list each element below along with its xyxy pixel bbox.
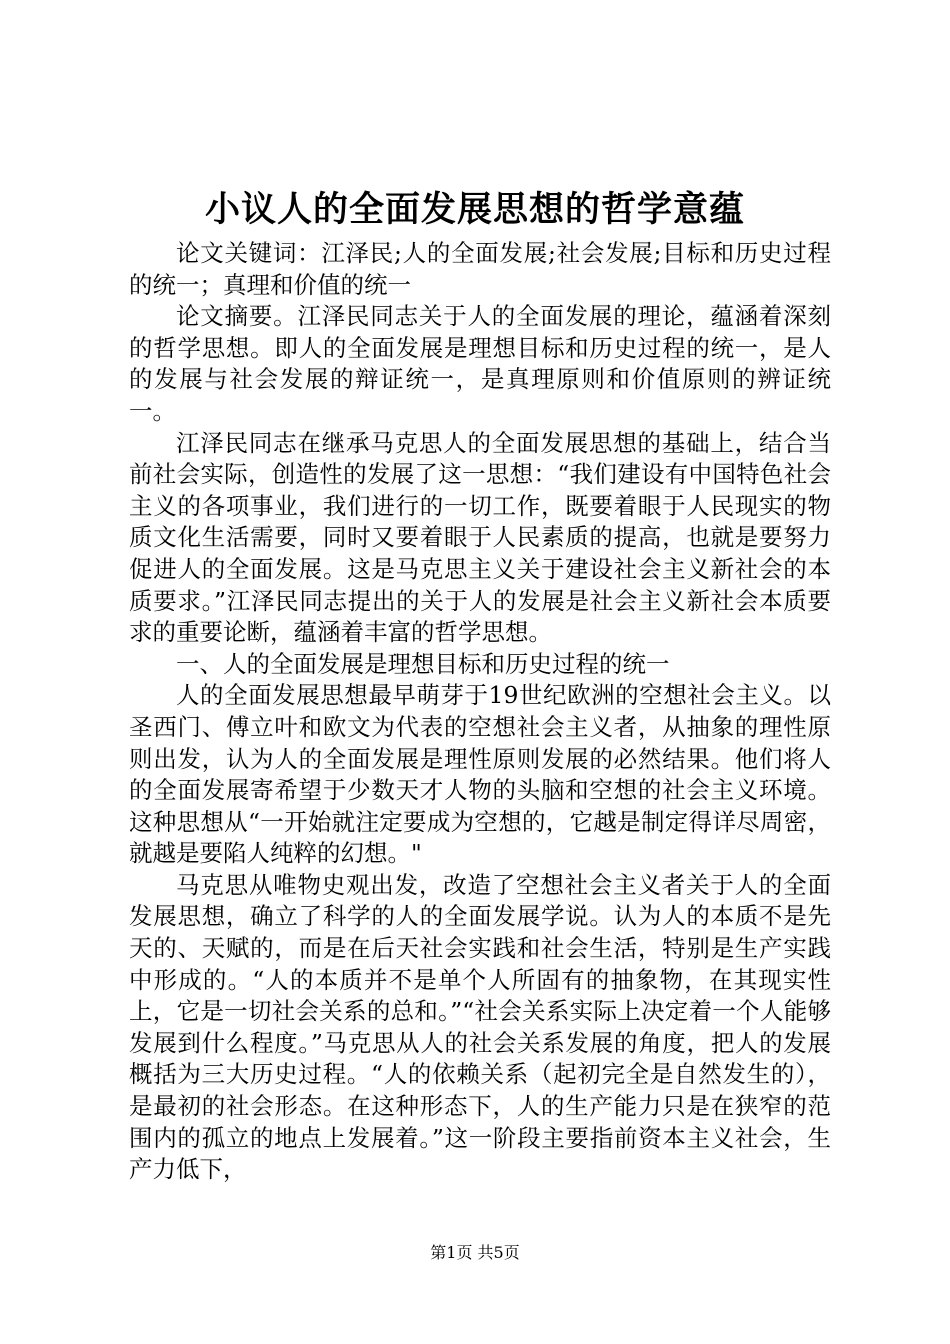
body-paragraph: 人的全面发展思想最早萌芽于19世纪欧洲的空想社会主义。以圣西门、傅立叶和欧文为代表的空想社会主义者，从抽象的理性原则出发，认为人的全面发展是理性原则发展的必然结果。他们将人的全面发展寄希望于少数天才人物的头脑和空想的社会主义环境。这种思想从“一开始就注定要成为空想的，它越是制定得详尽周密，就越是要陷人纯粹的幻想。" xyxy=(129,681,831,868)
page-number-footer: 第1页 共5页 xyxy=(430,1243,520,1262)
document-body xyxy=(129,238,831,1186)
abstract-paragraph: 论文摘要。江泽民同志关于人的全面发展的理论，蕴涵着深刻的哲学思想。即人的全面发展是理想目标和历史过程的统一，是人的发展与社会发展的辩证统一，是真理原则和价值原则的辨证统一。 xyxy=(129,302,831,425)
document-title: 小议人的全面发展思想的哲学意蕴 xyxy=(204,189,745,230)
body-paragraph: 江泽民同志在继承马克思人的全面发展思想的基础上，结合当前社会实际，创造性的发展了这一思想：“我们建设有中国特色社会主义的各项事业，我们进行的一切工作，既要着眼于人民现实的物质文化生活需要，同时又要着眼于人民素质的提高，也就是要努力促进人的全面发展。这是马克思主义关于建设社会主义新社会的本质要求。”江泽民同志提出的关于人的发展是社会主义新社会本质要求的重要论断，蕴涵着丰富的哲学思想。 xyxy=(129,428,831,647)
section-heading: 一、人的全面发展是理想目标和历史过程的统一 xyxy=(176,649,670,678)
body-paragraph: 马克思从唯物史观出发，改造了空想社会主义者关于人的全面发展思想，确立了科学的人的全面发展学说。认为人的本质不是先天的、天赋的，而是在后天社会实践和社会生活，特别是生产实践中形成的。“人的本质并不是单个人所固有的抽象物，在其现实性上，它是一切社会关系的总和。”“社会关系实际上决定着一个人能够发展到什么程度。”马克思从人的社会关系发展的角度，把人的发展概括为三大历史过程。“人的依赖关系（起初完全是自然发生的），是最初的社会形态。在这种形态下，人的生产能力只是在狭窄的范围内的孤立的地点上发展着。”这一阶段主要指前资本主义社会，生产力低下， xyxy=(129,870,831,1184)
keywords-paragraph: 论文关键词：江泽民;人的全面发展;社会发展;目标和历史过程的统一；真理和价值的统一 xyxy=(129,239,831,299)
